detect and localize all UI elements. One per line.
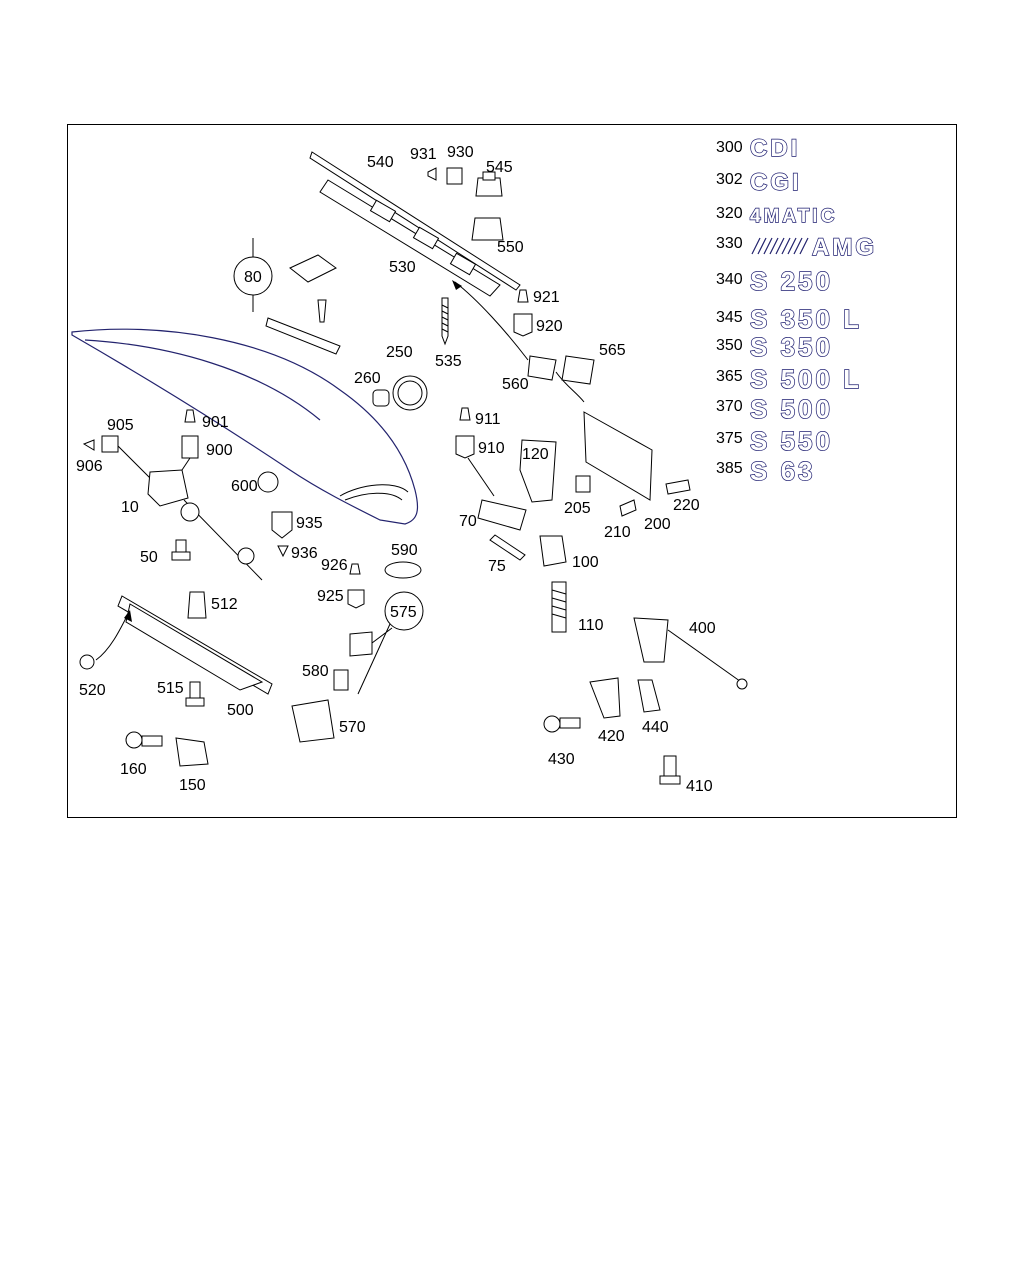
emblem-number-370: 370 — [716, 398, 743, 415]
callout-220: 220 — [673, 497, 700, 514]
callout-400: 400 — [689, 620, 716, 637]
callout-920: 920 — [536, 318, 563, 335]
emblem-350: S 350 — [750, 332, 833, 362]
callout-925: 925 — [317, 588, 344, 605]
callout-906: 906 — [76, 458, 103, 475]
callout-500: 500 — [227, 702, 254, 719]
callout-911: 911 — [475, 411, 501, 428]
fastener-930-931 — [428, 168, 462, 184]
emblem-number-385: 385 — [716, 460, 743, 477]
emblem-number-365: 365 — [716, 368, 743, 385]
callout-430: 430 — [548, 751, 575, 768]
emblem-385: S 63 — [750, 456, 816, 486]
callout-565: 565 — [599, 342, 626, 359]
callout-50: 50 — [140, 549, 158, 566]
screw-535 — [442, 298, 448, 344]
callout-80: 80 — [244, 269, 262, 286]
emblem-number-375: 375 — [716, 430, 743, 447]
emblem-320: 4MATIC — [750, 206, 838, 227]
callout-150: 150 — [179, 777, 206, 794]
callout-70: 70 — [459, 513, 477, 530]
emblem-340: S 250 — [750, 266, 833, 296]
emblem-number-350: 350 — [716, 337, 743, 354]
callout-530: 530 — [389, 259, 416, 276]
callout-120: 120 — [522, 446, 549, 463]
emblem-number-345: 345 — [716, 309, 743, 326]
callout-160: 160 — [120, 761, 147, 778]
callout-905: 905 — [107, 417, 134, 434]
amg-stripes-icon — [752, 238, 808, 254]
emblem-number-330: 330 — [716, 235, 743, 252]
callout-560: 560 — [502, 376, 529, 393]
callout-535: 535 — [435, 353, 462, 370]
callout-540: 540 — [367, 154, 394, 171]
emblem-370: S 500 — [750, 394, 833, 424]
callout-936: 936 — [291, 545, 318, 562]
callout-550: 550 — [497, 239, 524, 256]
callout-100: 100 — [572, 554, 599, 571]
emblem-300: CDI — [750, 135, 801, 162]
callout-901: 901 — [202, 414, 229, 431]
callout-512: 512 — [211, 596, 238, 613]
callout-910: 910 — [478, 440, 505, 457]
emblem-list — [716, 135, 877, 486]
callout-570: 570 — [339, 719, 366, 736]
callout-410: 410 — [686, 778, 713, 795]
emblem-number-340: 340 — [716, 271, 743, 288]
callout-931: 931 — [410, 146, 437, 163]
callout-930: 930 — [447, 144, 474, 161]
callout-935: 935 — [296, 515, 323, 532]
emblem-number-300: 300 — [716, 139, 743, 156]
callout-250: 250 — [386, 344, 413, 361]
emblem-345: S 350 L — [750, 304, 863, 334]
callout-200: 200 — [644, 516, 671, 533]
callout-210: 210 — [604, 524, 631, 541]
emblem-number-320: 320 — [716, 205, 743, 222]
callout-926: 926 — [321, 557, 348, 574]
callout-590: 590 — [391, 542, 418, 559]
callout-520: 520 — [79, 682, 106, 699]
callout-515: 515 — [157, 680, 184, 697]
callout-921: 921 — [533, 289, 560, 306]
callout-75: 75 — [488, 558, 506, 575]
callout-440: 440 — [642, 719, 669, 736]
callout-420: 420 — [598, 728, 625, 745]
callout-900: 900 — [206, 442, 233, 459]
callout-580: 580 — [302, 663, 329, 680]
emblem-365: S 500 L — [750, 364, 863, 394]
emblem-375: S 550 — [750, 426, 833, 456]
emblem-330: AMG — [812, 234, 877, 261]
emblem-302: CGI — [750, 169, 802, 196]
emblem-number-302: 302 — [716, 171, 743, 188]
callout-260: 260 — [354, 370, 381, 387]
callout-110: 110 — [578, 617, 604, 634]
callout-575: 575 — [390, 604, 417, 621]
callout-205: 205 — [564, 500, 591, 517]
callout-600: 600 — [231, 478, 258, 495]
callout-10: 10 — [121, 499, 139, 516]
callout-545: 545 — [486, 159, 513, 176]
clip-550 — [472, 218, 503, 240]
